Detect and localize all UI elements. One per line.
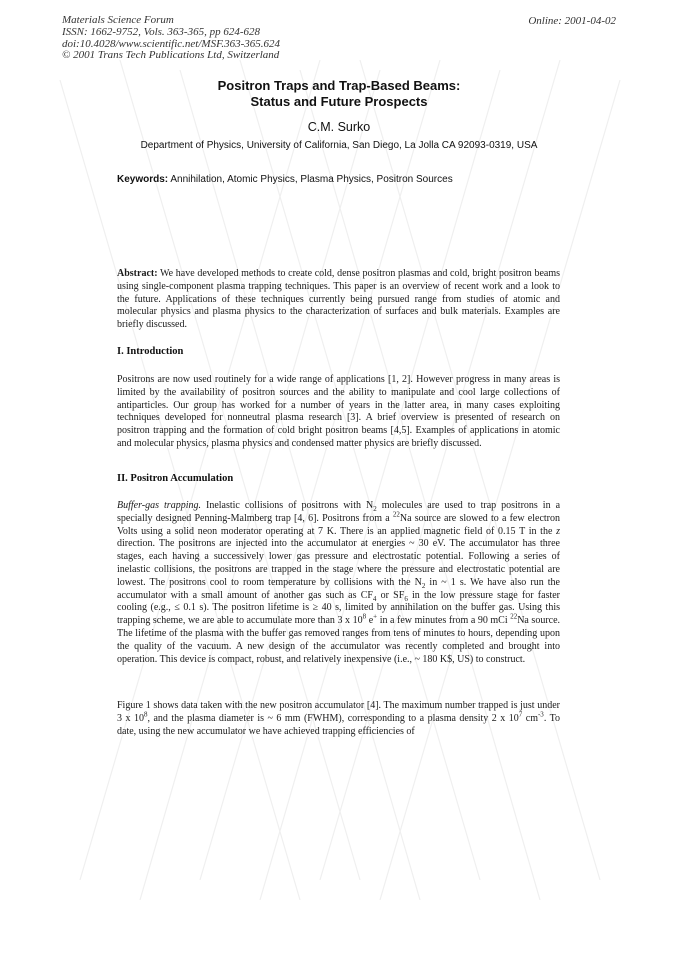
introduction-paragraph: Positrons are now used routinely for a wide range of applications [1, 2]. However progress in many areas is limited by the availability of positron sources and the ability to manipulate and cool large collections of antiparticles. Our group has worked for a number of years in the latter area, in many cases exploiting techniques developed for nonneutral plasma research [3]. A brief overview is presented of research on positron trapping and the formation of cold bright positron beams [4,5]. Examples of applications in atomic and molecular physics, plasma physics and condensed matter physics are briefly discussed. xyxy=(117,374,560,449)
section-heading-introduction: I. Introduction xyxy=(117,346,184,357)
paper-title xyxy=(0,78,678,110)
keywords-line xyxy=(117,174,453,185)
journal-header xyxy=(62,15,280,62)
section-heading-positron-accumulation: II. Positron Accumulation xyxy=(117,473,234,484)
figure1-paragraph: Figure 1 shows data taken with the new positron accumulator [4]. The maximum number trapped is just under 3 x $10^8$, and the plasma diameter is ~ 6 mm (FWHM), corresponding to a plasma density 2 x $10^7$ $cm^{-3}$. To date, using the new accumulator we have achieved trapping efficiencies of xyxy=(117,700,561,737)
copyright-line: © 2001 Trans Tech Publications Ltd, Switzerland xyxy=(62,49,280,62)
buffer-gas-lead: Buffer-gas trapping. xyxy=(117,500,201,511)
journal-name: Materials Science Forum xyxy=(62,14,174,26)
issn-line: ISSN: 1662-9752, Vols. 363-365, pp 624-628 xyxy=(62,25,260,38)
accumulation-paragraph: Buffer-gas trapping. Inelastic collisions of positrons with $N_2$ molecules are used to trap positrons in a specially designed Penning-Malmberg trap [4, 6]. Positrons from a $^{22}$Na source are slowed to a few electron Volts using a solid neon moderator operating at 7 K. There is an applied magnetic field of 0.15 T in the z direction. The positrons are injected into the accumulator at energies ~ 30 eV. The accumulator has three stages, each having a successively lower gas pressure and electrostatic potential. Following a series of inelastic collisions, the positrons are trapped in the stage where the pressure and electrostatic potential are lowest. The positrons cool to room temperature by collisions with the $N_2$ in ~ 1 s. We have also run the accumulator with a small amount of another gas such as $CF_4$ or $SF_6$ in the low pressure stage for faster cooling (e.g., ≤ 0.1 s). The positron lifetime is ≥ 40 s, limited by annihilation on the buffer gas. Using this trapping scheme, we are able to accumulate more than 3 x $10^8$ e+ in a few minutes from a 90 mCi $^{22}$Na source. The lifetime of the plasma with the buffer gas removed ranges from tens of minutes to hours, depending upon the quality of the vacuum. A new design of the accumulator was recently completed and brought into operation. This device is compact, robust, and relatively inexpensive (i.e., ~ 180 K$, US) to construct. xyxy=(117,500,561,665)
doi-line[interactable]: doi:10.4028/www.scientific.net/MSF.363-365.624 xyxy=(62,37,281,50)
title-line-2: Status and Future Prospects xyxy=(250,94,428,109)
title-line-1: Positron Traps and Trap-Based Beams: xyxy=(217,78,461,93)
author-affiliation: Department of Physics, University of California, San Diego, La Jolla CA 92093-0319, USA xyxy=(140,140,538,151)
keywords-text: Annihilation, Atomic Physics, Plasma Physics, Positron Sources xyxy=(170,174,453,185)
abstract-text: We have developed methods to create cold, dense positron plasmas and cold, bright positron beams using single-component plasma trapping techniques. This paper is an overview of recent work and a look to the future. Applications of these techniques currently being pursued range from studies of atomic and molecular physics and plasma physics to the characterization of surfaces and bulk materials. Examples are briefly discussed. xyxy=(117,268,560,331)
keywords-label: Keywords: xyxy=(117,174,169,185)
abstract-paragraph xyxy=(117,268,560,332)
abstract-label: Abstract: xyxy=(117,268,158,279)
author-name: C.M. Surko xyxy=(307,120,371,134)
online-date: Online: 2001-04-02 xyxy=(528,15,616,27)
